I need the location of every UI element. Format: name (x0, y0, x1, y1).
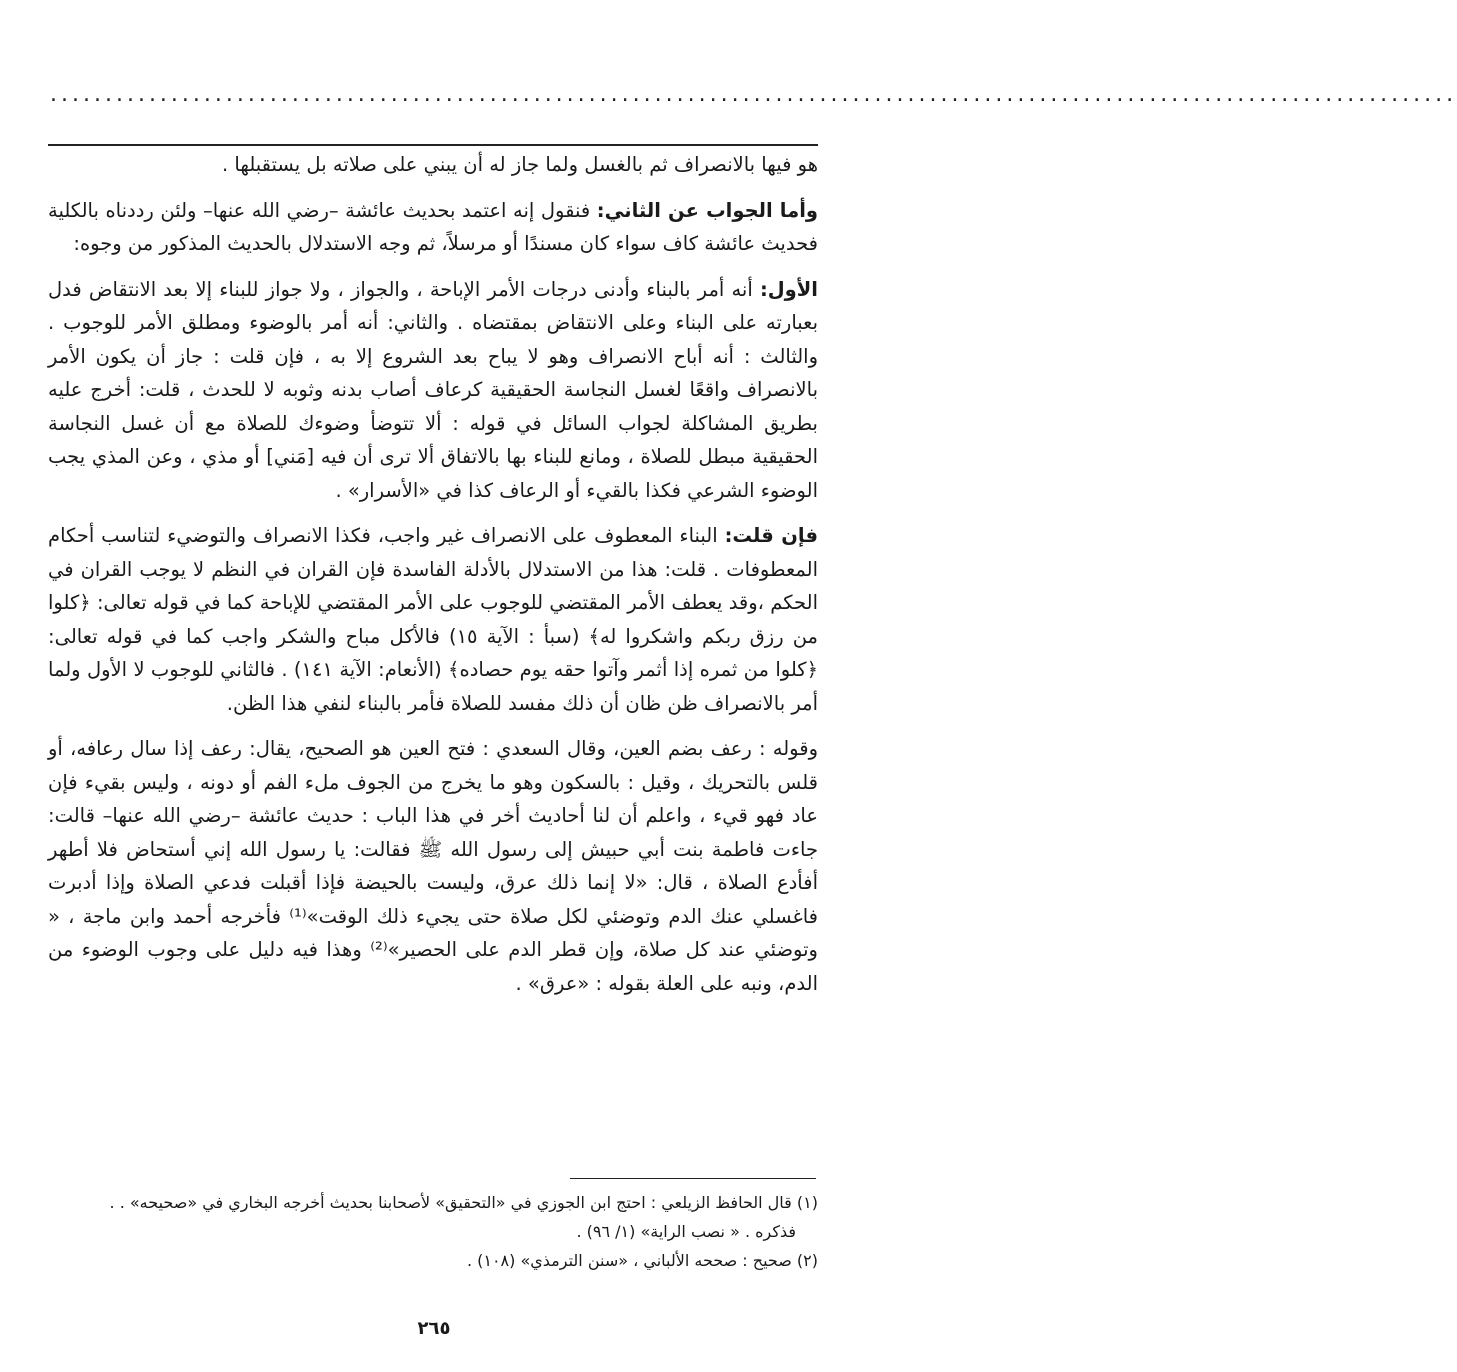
paragraph-text: هو فيها بالانصراف ثم بالغسل ولما جاز له أن يبني على صلاته بل يستقبلها . (222, 153, 818, 176)
paragraph (48, 273, 818, 508)
paragraph-text: فنقول إنه اعتمد بحديث عائشة –رضي الله عنها– ولئن رددناه بالكلية فحديث عائشة كاف سواء كان مسندًا أو مرسلاً، ثم وجه الاستدلال بالحديث المذكور من وجوه: (48, 198, 818, 255)
footnotes (48, 1188, 818, 1275)
paragraph (48, 732, 818, 1000)
paragraph (48, 194, 818, 261)
header-rule (48, 144, 818, 146)
paragraph (48, 519, 818, 720)
footnote-1: (١) قال الحافظ الزيلعي : احتج ابن الجوزي في «التحقيق» لأصحابنا بحديث أخرجه البخاري في «صحيحه» . . (109, 1193, 818, 1212)
paragraph-text: وقوله : رعف بضم العين، وقال السعدي : فتح العين هو الصحيح، يقال: رعف إذا سال رعافه، أو قلس بالتحريك ، وقيل : بالسكون وهو ما يخرج من الجوف ملء الفم أو دونه ، وليس بقيء فإن عاد فهو قيء ، واعلم أن لنا أحاديث أخر في هذا الباب : حديث عائشة –رضي الله عنها– قالت: جاءت فاطمة بنت أبي حبيش إلى رسول الله ﷺ فقالت: يا رسول الله إني أستحاض فلا أطهر أفأدع الصلاة ، قال: «لا إنما ذلك عرق، وليست بالحيضة فإذا أقبلت فدعي الصلاة وإذا أدبرت فاغسلي عنك الدم وتوضئي لكل صلاة حتى يجيء ذلك الوقت»⁽¹⁾ فأخرجه أحمد وابن ماجة ، « وتوضئي عند كل صلاة، وإن قطر الدم على الحصير»⁽²⁾ وهذا فيه دليل على وجوب الوضوء من الدم، ونبه على العلة بقوله : «عرق» . (48, 737, 818, 995)
page-number: ٢٦٥ (417, 1318, 451, 1339)
paragraph-text: البناء المعطوف على الانصراف غير واجب، فكذا الانصراف والتوضيء لتناسب أحكام المعطوفات . قلت: هذا من الاستدلال بالأدلة الفاسدة فإن القران في النظم لا يوجب القران في الحكم ،وقد يعطف الأمر المقتضي للوجوب على الأمر المقتضي للإباحة كما في قوله تعالى: ﴿كلوا من رزق ربكم واشكروا له﴾ (سبأ : الآية ١٥) فالأكل مباح والشكر واجب كما في قوله تعالى: ﴿كلوا من ثمره إذا أثمر وآتوا حقه يوم حصاده﴾ (الأنعام: الآية ١٤١) . فالثاني للوجوب لا الأول ولما أمر بالانصراف ظن ظان أن ذلك مفسد للصلاة فأمر بالبناء لنفي هذا الظن. (48, 524, 818, 715)
paragraph (48, 148, 818, 182)
paragraph-lead: فإن قلت: (724, 524, 818, 547)
main-text (48, 148, 818, 1012)
footnote-1-continuation: فذكره . « نصب الراية» (١/ ٩٦) . (576, 1222, 796, 1241)
paragraph-lead: وأما الجواب عن الثاني: (596, 198, 819, 222)
paragraph-lead: الأول: (759, 277, 818, 301)
paragraph-text: أنه أمر بالبناء وأدنى درجات الأمر الإباحة ، والجواز ، ولا جواز للبناء إلا بعد الانتقاض فدل بعبارته على البناء وعلى الانتقاض بمقتضاه . والثاني: أنه أمر بالوضوء ومطلق الأمر للوجوب . والثالث : أنه أباح الانصراف وهو لا يباح بعد الشروع إلا به ، فإن قلت : جاز أن يكون الأمر بالانصراف واقعًا لغسل النجاسة الحقيقية كرعاف أصاب بدنه وثوبه لا للحدث ، قلت: أخرج عليه بطريق المشاكلة لجواب السائل في قوله : ألا تتوضأ وضوءك للصلاة مع أن غسل النجاسة الحقيقية مبطل للصلاة ، ومانع للبناء بها بالاتفاق ألا ترى أن فيه [مَني] أو مذي ، وعن المذي يجب الوضوء الشرعي فكذا بالقيء أو الرعاف كذا في «الأسرار» . (48, 277, 818, 502)
footnote-2: (٢) صحيح : صححه الألباني ، «سنن الترمذي» (١٠٨) . (466, 1251, 818, 1270)
footnote-separator (570, 1178, 816, 1179)
header-dotted-line: ................................................................................................................................ (50, 82, 1457, 107)
